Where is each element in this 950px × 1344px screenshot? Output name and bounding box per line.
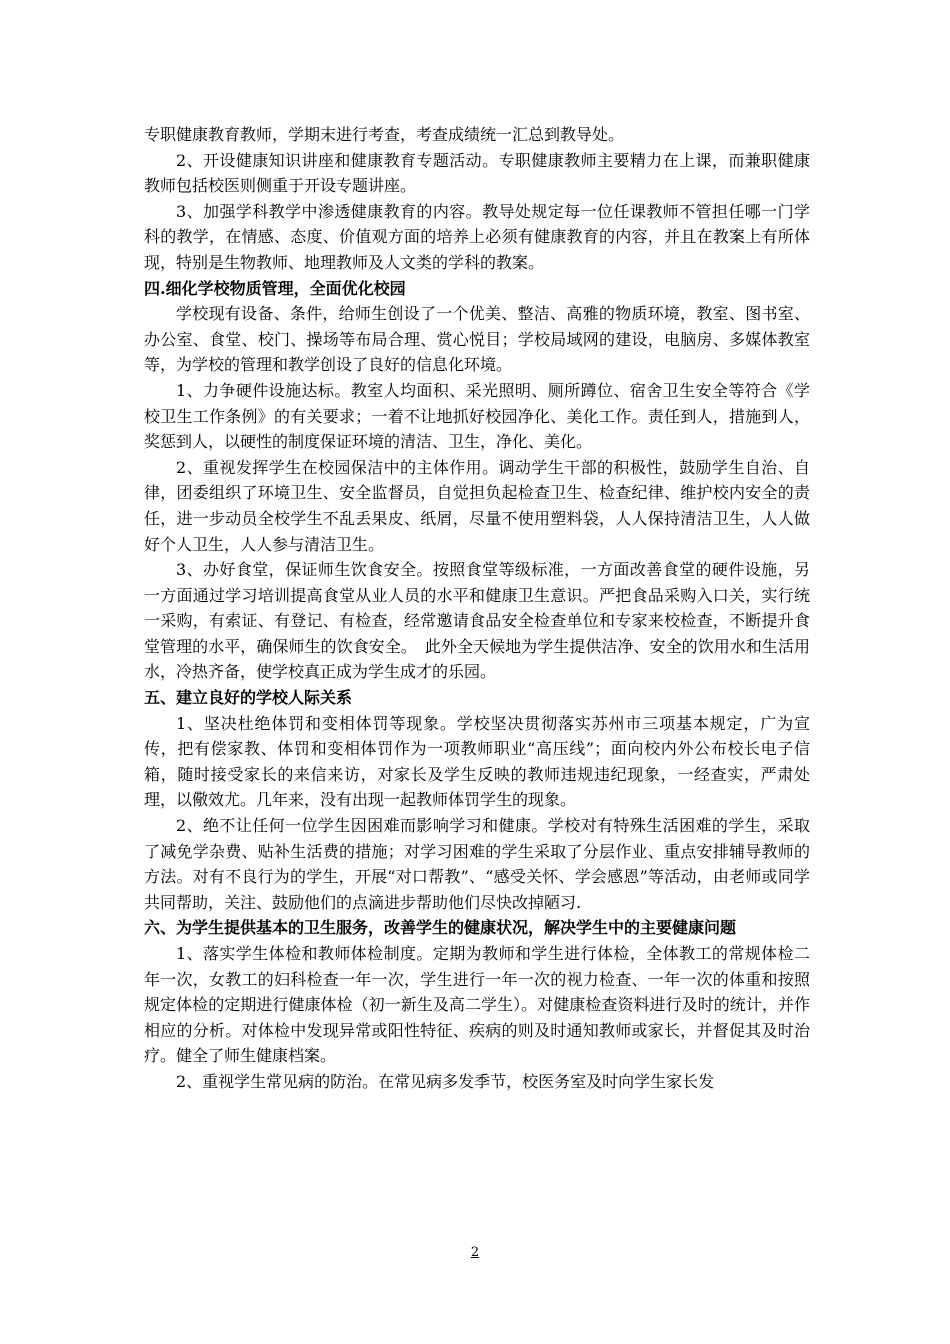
paragraph: 2、开设健康知识讲座和健康教育专题活动。专职健康教师主要精力在上课，而兼职健康教师包括校医则侧重于开设专题讲座。 [144, 150, 810, 196]
paragraph: 1、坚决杜绝体罚和变相体罚等现象。学校坚决贯彻落实苏州市三项基本规定，广为宣传，把有偿家教、体罚和变相体罚作为一项教师职业“高压线”；面向校内外公布校长电子信箱，随时接受家长的来信来访，对家长及学生反映的教师违规违纪现象，一经查实，严肃处理，以儆效尤。几年来，没有出现一起教师体罚学生的现象。 [144, 713, 810, 810]
paragraph: 2、重视学生常见病的防治。在常见病多发季节，校医务室及时向学生家长发 [176, 1071, 715, 1091]
page-number: 2 [470, 1245, 480, 1260]
document-body [144, 122, 810, 1095]
paragraph: 1、落实学生体检和教师体检制度。定期为教师和学生进行体检，全体教工的常规体检二年一次，女教工的妇科检查一年一次，学生进行一年一次的视力检查、一年一次的体重和按照规定体检的定期进行健康体检（初一新生及高二学生）。对健康检查资料进行及时的统计，并作相应的分析。对体检中发现异常或阳性特征、疾病的则及时通知教师或家长，并督促其及时治疗。健全了师生健康档案。 [144, 944, 810, 1066]
paragraph: 2、重视发挥学生在校园保洁中的主体作用。调动学生干部的积极性，鼓励学生自治、自律，团委组织了环境卫生、安全监督员，自觉担负起检查卫生、检查纪律、维护校内安全的责任，进一步动员全校学生不乱丢果皮、纸屑，尽量不使用塑料袋，人人保持清洁卫生，人人做好个人卫生，人人参与清洁卫生。 [144, 457, 810, 554]
section-heading: 四.细化学校物质管理，全面优化校园 [144, 278, 406, 298]
paragraph: 3、加强学科教学中渗透健康教育的内容。教导处规定每一位任课教师不管担任哪一门学科的教学，在情感、态度、价值观方面的培养上必须有健康教育的内容，并且在教案上有所体现，特别是生物教师、地理教师及人文类的学科的教案。 [144, 201, 810, 272]
paragraph: 1、力争硬件设施达标。教室人均面积、采光照明、厕所蹲位、宿舍卫生安全等符合《学校卫生工作条例》的有关要求；一着不让地抓好校园净化、美化工作。责任到人，措施到人，奖惩到人，以硬性的制度保证环境的清洁、卫生，净化、美化。 [144, 380, 810, 452]
paragraph: 专职健康教育教师，学期末进行考查，考查成绩统一汇总到教导处。 [144, 125, 625, 144]
paragraph: 2、绝不让任何一位学生因困难而影响学习和健康。学校对有特殊生活困难的学生，采取了减免学杂费、贴补生活费的措施；对学习困难的学生采取了分层作业、重点安排辅导教师的方法。对有不良行为的学生，开展“对口帮教”、“感受关怀、学会感恩”等活动，由老师或同学共同帮助，关注、鼓励他们的点滴进步帮助他们尽快改掉陋习. [144, 816, 810, 912]
paragraph: 3、办好食堂，保证师生饮食安全。按照食堂等级标准，一方面改善食堂的硬件设施，另一方面通过学习培训提高食堂从业人员的水平和健康卫生意识。严把食品采购入口关，实行统一采购，有索证、有登记、有检查，经常邀请食品安全检查单位和专家来校检查，不断提升食堂管理的水平，确保师生的饮食安全。 此外全天候地为学生提供洁净、安全的饮用水和生活用水，冷热齐备，使学校真正成为学生成才的乐园。 [144, 560, 810, 682]
section-heading: 六、为学生提供基本的卫生服务，改善学生的健康状况，解决学生中的主要健康问题 [144, 918, 737, 938]
paragraph: 学校现有设备、条件，给师生创设了一个优美、整洁、高雅的物质环境，教室、图书室、办公室、食堂、校门、操场等布局合理、赏心悦目；学校局域网的建设，电脑房、多媒体教室等，为学校的管理和教学创设了良好的信息化环境。 [144, 304, 810, 375]
section-heading: 五、建立良好的学校人际关系 [144, 688, 353, 708]
